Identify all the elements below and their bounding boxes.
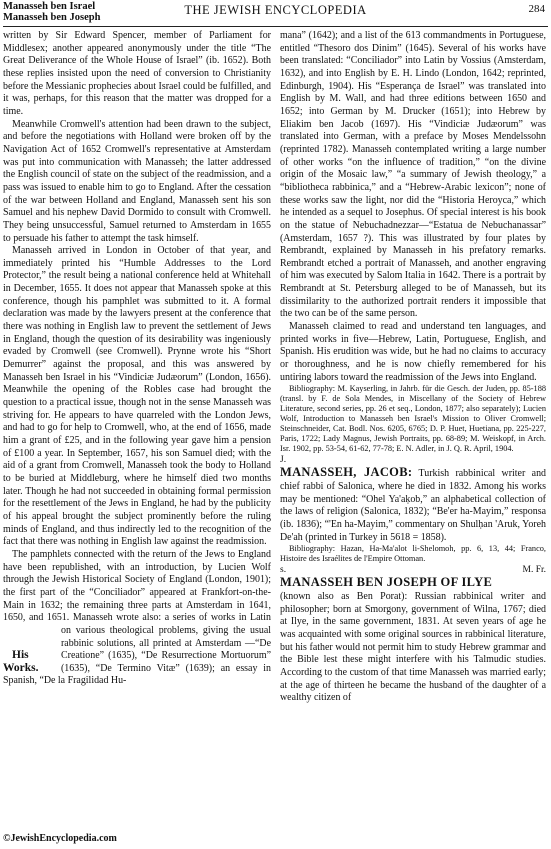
entry-text: (known also as Ben Porat): Russian rabbinical writer and philosopher; born at Smorgony, government of Wilna, 1767; died at Ilye, in the same government, 1831. At seven years of age he was acquainted with some original sources in rabbinical literature, but his father would not permit him to study Hebrew grammar and the Bible lest these might interfere with his Talmudic studies. According to the custom of that time Manasseh was married early; at the age of thirteen he became the husband of the daughter of a wealthy citizen of [280,590,546,704]
paragraph-text: The pamphlets connected with the return of the Jews to England have been republished, with an introduction, by Lucien Wolf through the Jewish Historical Society of England (London, 1901); the first part of the “Conciliador” appeared at Frankfort-on-the-Main in 1632; the remaining three parts at Amsterdam in 1641, 1650, and 1651. Manasseh wrote also: a series of works in Latin on various theological [3,548,271,636]
signature-code: s. [280,565,287,576]
paragraph: Manasseh arrived in London in October of that year, and immediately printed his “Humble Addresses to the Lord Protector,” the result being a national conference held at Whitehall in December, 1655. It does not appear that Manasseh spoke at this conference, though his pamphlet was submitted to it. A formal declaration was made by the lawyers present at the conference that there was nothing in English law to prevent the settlement of Jews in England, though the question of its desirability was ingeniously evaded by Cromwell (see Cromwell). Prynne wrote his “Short Demurrer” against the proposal, and this was answered by Manasseh ben Israel in his “Vindiciæ Judæorum” (London, 1656). Meanwhile the opening of the Robles case had brought the question to a practical issue, though not in the sense Manasseh was striving for. He appears to have quarreled with the London Jews, and had to go for help to Cromwell, who, at the end of 1656, made him a grant of £25, and in the following year gave him a pension of £100 a year. In September, 1657, his son Samuel died; with the aid of a grant from Cromwell, Manasseh took the body to Holland to be buried at Middleburg, where he himself died two months later. Though he had not succeeded in obtaining formal permission for the resettlement of the Jews in England, he had by the publicity of his appeal brought the subject prominently before the ruling minds of England, and thus indirectly led to the recognition of the fact that there was nothing in English law against the readmission. [3,245,271,548]
paragraph: Manasseh claimed to read and understand ten languages, and printed works in five—Hebrew, Latin, Portuguese, English, and Spanish. His erudition was wide, but he had no claims to accuracy or thoroughness, and he is now chiefly remembered for his untiring labors toward the readmission of the Jews into England. [280,321,546,383]
paragraph: written by Sir Edward Spencer, member of Parliament for Middlesex; another appeared anonymously under the title “The Great Deliverance of the Whole House of Israel” (ib. 1652). Both these replies insisted upon the need of conversion to Christianity before the Messianic prophecies about Israel could be fulfilled, and it was, perhaps, for this reason that the matter was dropped for a time. [3,30,271,117]
left-column [3,30,271,688]
entry [280,466,546,544]
bibliography: Bibliography: M. Kayserling, in Jahrb. für die Gesch. der Juden, pp. 85-188 (transl. by F. de Sola Mendes, in Miscellany of the Society of Hebrew Literature, second series, pp. 26 et seq., London, 1877; also separately); Lucien Wolf, Introduction to Manasseh ben Israel's Mission to Oliver Cromwell; Steinschneider, Cat. Bodl. Nos. 6205, 6765; D. P. Huet, Huetiana, pp. 225-227, Paris, 1722; Lady Magnus, Jewish Portraits, pp. 68-89; M. Weiskopf, in Arch. Isr. 1902, pp. 53-54, 61-62, 77-78; E. N. Adler, in J. Q. R. April, 1904. [280,384,546,454]
entry [280,576,546,705]
header-rule [3,26,548,27]
running-header-title: THE JEWISH ENCYCLOPEDIA [184,3,367,17]
paragraph [3,549,271,688]
header-left-line-1: Manasseh ben Israel [3,1,96,12]
entry-text: Turkish rabbinical writer and chief rabbi of Salonica, where he died in 1832. Among his works may be mentioned: “Ohel Ya'aḳob,” an alphabetical collection of the laws of religion (Salonica, 1832); “Be'er ha-Mayim,” responsa (ib. 1836); “'En ha-Mayim,” commentary on Shulḥan 'Aruk, Yoreh De'ah (printed in Turkey in 5618 = 1858). [280,468,547,543]
footer-watermark: ©JewishEncyclopedia.com [3,833,117,844]
entry-title: MANASSEH, JACOB: [280,465,413,480]
paragraph: Meanwhile Cromwell's attention had been drawn to the subject, and before the negotiations with Holland were broken off by the Navigation Act of 1652 Cromwell's representative at Amsterdam was put into communication with Manasseh; the latter addressed the English council of state on the subject of the readmission, and a pass was issued to enable him to go to England. After the cessation of the war between Holland and England, Manasseh sent his son Samuel and his nephew David Dormido to consult with Cromwell. They being unsuccessful, Samuel returned to Amsterdam in 1655 to persuade his father to attempt the task himself. [3,118,271,244]
side-heading: His Works. [3,648,39,674]
entry-title: MANASSEH BEN JOSEPH OF ILYE [280,575,493,590]
header-left-line-2: Manasseh ben Joseph [3,12,101,23]
signature-author: M. Fr. [522,565,546,576]
page-number: 284 [528,3,545,15]
signature-code: J. [280,455,287,466]
bibliography: Bibliography: Hazan, Ha-Ma'alot li-Shelomoh, pp. 6, 13, 44; Franco, Histoire des Israélites de l'Empire Ottoman. [280,544,546,564]
paragraph: mana” (1642); and a list of the 613 commandments in Portuguese, entitled “Thesoro dos Dinim” (1645). Several of his works have been translated: “Conciliador” into Latin by Vossius (Amsterdam, 1632), and into English by E. H. Lindo (London, 1642; reprinted, Edinburgh, 1904). His “Esperança de Israel” was translated into English by M. Wall, and had three editions between 1650 and 1652; into German by M. Drucker (1651); into Hebrew by Eliakim ben Jacob (1697). His “Vindiciæ Judæorum” was translated into German, with a preface by Moses Mendelssohn (reprinted 1782). Manasseh contemplated writing a large number of other works “on the influence of tradition,” “on the divine origin of the Mosaic law,” “a summary of Jewish theology,” a “bibliotheca rabbinica,” and a “Hebrew-Arabic lexicon”; none of these works saw the light, nor did the “Historia Heroyca,” which he intended as a sequel to Josephus. Of special interest is his book on the statue of Nebuchadnezzar—“Estatua de Nebuchanassar” (Amsterdam, 1657 ?). This was illustrated by four plates by Rembrandt, explained by Manasseh in his prefatory remarks. Rembrandt etched a portrait of Manasseh, and another engraving of him was executed by Salom Italia in 1642. There is a portrait by Rembrandt at St. Petersburg alleged to be of Manasseh, but its dissimilarity to the authorized portrait renders it impossible that the two can be of the same person. [280,30,546,320]
right-column [280,30,546,705]
paragraph-text: problems, giving the usual rabbinic solutions, all printed at Amsterdam —“De Creatione” (1635), “De Resurrectione Mortuorum” (1635), “De Termino Vitæ” (1639); an essay in Spanish, “De la Fragilidad Hu- [3,624,272,687]
